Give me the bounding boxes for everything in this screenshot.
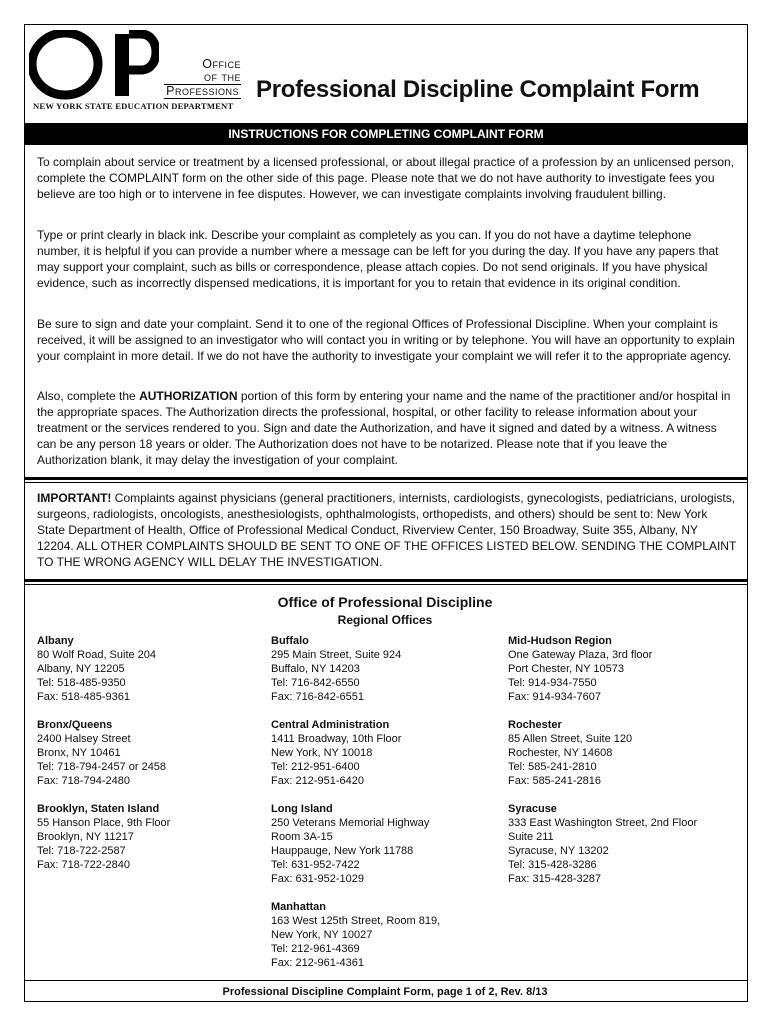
- office-buffalo: [271, 634, 440, 704]
- office-city-line: Hauppauge, New York 11788: [271, 845, 414, 857]
- p4-lead: Also, complete the: [37, 389, 140, 403]
- office-address-line: 55 Hanson Place, 9th Floor: [37, 817, 171, 829]
- office-tel: Tel: 718-794-2457 or 2458: [37, 761, 167, 773]
- offices-column-1: [37, 634, 170, 886]
- logo-line-professions: Professions: [166, 84, 239, 98]
- office-fax: Fax: 518-485-9361: [37, 691, 130, 703]
- office-address-line: 2400 Halsey Street: [37, 733, 131, 745]
- logo-line-of-the: of the: [204, 70, 241, 84]
- office-city-line: Brooklyn, NY 11217: [37, 831, 134, 843]
- office-tel: Tel: 212-951-6400: [271, 761, 360, 773]
- important-text: Complaints against physicians (general practitioners, internists, cardiologists, gynecologists, pediatricians, urologists, surgeons, radiologists, oncologists, anesthesiologists, ophthalmologists, orthopedists, and others) should be sent to: New York State Department of Health, Office of Professional Medical Conduct, Riverview Center, 150 Broadway, Suite 355, Albany, NY 12204. ALL OTHER COMPLAINTS SHOULD BE SENT TO ONE OF THE OFFICES LISTED BELOW. SENDING THE COMPLAINT TO THE WRONG AGENCY WILL DELAY THE INVESTIGATION.: [37, 491, 737, 569]
- instructions-heading: INSTRUCTIONS FOR COMPLETING COMPLAINT FORM: [25, 123, 747, 145]
- office-fax: Fax: 631-952-1029: [271, 873, 364, 885]
- page-footer: Professional Discipline Complaint Form, page 1 of 2, Rev. 8/13: [222, 986, 548, 998]
- office-fax: Fax: 718-722-2840: [37, 859, 130, 871]
- office-name: Central Administration: [271, 719, 390, 731]
- office-tel: Tel: 914-934-7550: [508, 677, 597, 689]
- office-tel: Tel: 315-428-3286: [508, 859, 597, 871]
- office-name: Albany: [37, 635, 74, 647]
- office-name: Buffalo: [271, 635, 309, 647]
- office-city-line: Buffalo, NY 14203: [271, 663, 360, 675]
- office-city-line: Syracuse, NY 13202: [508, 845, 609, 857]
- office-fax: Fax: 914-934-7607: [508, 691, 601, 703]
- office-tel: Tel: 212-961-4369: [271, 943, 360, 955]
- office-address-line: 85 Allen Street, Suite 120: [508, 733, 633, 745]
- footer-divider: [25, 980, 747, 981]
- office-address-line: 295 Main Street, Suite 924: [271, 649, 402, 661]
- office-name: Rochester: [508, 719, 562, 731]
- form-title: Professional Discipline Complaint Form: [256, 76, 700, 103]
- office-rochester: [508, 718, 697, 788]
- office-tel: Tel: 518-485-9350: [37, 677, 126, 689]
- office-fax: Fax: 212-961-4361: [271, 957, 364, 969]
- office-tel: Tel: 585-241-2810: [508, 761, 597, 773]
- office-mid-hudson-region: [508, 634, 697, 704]
- office-name: Manhattan: [271, 901, 326, 913]
- office-central-administration: [271, 718, 440, 788]
- separator-top: [25, 477, 747, 483]
- office-fax: Fax: 585-241-2816: [508, 775, 601, 787]
- office-address-line: One Gateway Plaza, 3rd floor: [508, 649, 653, 661]
- instructions-paragraph-2: Type or print clearly in black ink. Describe your complaint as completely as you can. If you do not have a daytime telephone number, it is helpful if you can provide a number where a message can be left for you during the day. If you have any papers that may support your complaint, such as bills or correspondence, please attach copies. Do not send originals. If you have physical evidence, such as incorrectly dispensed medications, it is important for you to retain that evidence in its original condition.: [37, 228, 719, 290]
- office-fax: Fax: 315-428-3287: [508, 873, 601, 885]
- separator-bottom: [25, 579, 747, 585]
- op-logo: [29, 30, 247, 112]
- office-address-line: 80 Wolf Road, Suite 204: [37, 649, 157, 661]
- logo-department: NEW YORK STATE EDUCATION DEPARTMENT: [33, 101, 234, 111]
- office-fax: Fax: 212-951-6420: [271, 775, 364, 787]
- office-city-line: Port Chester, NY 10573: [508, 663, 624, 675]
- office-address-line: 1411 Broadway, 10th Floor: [271, 733, 402, 745]
- office-tel: Tel: 716-842-6550: [271, 677, 360, 689]
- op-logo-mark: [29, 30, 159, 102]
- office-address-line: 250 Veterans Memorial Highway: [271, 817, 430, 829]
- office-name: Mid-Hudson Region: [508, 635, 612, 647]
- office-room-line: Room 3A-15: [271, 831, 333, 843]
- office-fax: Fax: 718-794-2480: [37, 775, 130, 787]
- office-name: Brooklyn, Staten Island: [37, 803, 160, 815]
- p4-rest: portion of this form by entering your name and the name of the practitioner and/or hospital in the appropriate spaces. The Authorization directs the professional, hospital, or other facility to release information about your treatment or the services rendered to you. Sign and date the Authorization, and have it signed and dated by a witness. A witness can be any person 18 years or older. The Authorization does not have to be notarized. Please note that if you leave the Authorization blank, it may delay the investigation of your complaint.: [37, 389, 731, 467]
- office-tel: Tel: 631-952-7422: [271, 859, 360, 871]
- office-city-line: New York, NY 10027: [271, 929, 373, 941]
- office-manhattan: [271, 900, 440, 970]
- office-albany: [37, 634, 170, 704]
- office-name: Syracuse: [508, 803, 557, 815]
- office-fax: Fax: 716-842-6551: [271, 691, 364, 703]
- offices-subtitle: Regional Offices: [337, 613, 433, 627]
- offices-column-3: [508, 634, 697, 900]
- instructions-paragraph-3: Be sure to sign and date your complaint. Send it to one of the regional Offices of Professional Discipline. When your complaint is received, it will be assigned to an investigator who will contact you in writing or by telephone. You will have an opportunity to explain your complaint in more detail. If we do not have the authority to investigate your complaint we will refer it to the appropriate agency.: [37, 317, 735, 363]
- logo-line-office: Office: [202, 57, 241, 71]
- important-label: IMPORTANT!: [37, 491, 112, 505]
- authorization-emphasis: AUTHORIZATION: [139, 389, 238, 403]
- office-city-line: Albany, NY 12205: [37, 663, 125, 675]
- instructions-paragraph-1: To complain about service or treatment by a licensed professional, or about illegal practice of a profession by an unlicensed person, complete the COMPLAINT form on the other side of this page. Please note that we do not have authority to investigate fees you believe are too high or to intervene in fee disputes. However, we can investigate complaints involving fraudulent billing.: [37, 155, 735, 201]
- office-address-line: 333 East Washington Street, 2nd Floor: [508, 817, 698, 829]
- offices-column-2: [271, 634, 440, 984]
- office-syracuse: [508, 802, 697, 886]
- office-city-line: New York, NY 10018: [271, 747, 373, 759]
- office-suite-line: Suite 211: [508, 831, 554, 843]
- office-city-line: Bronx, NY 10461: [37, 747, 121, 759]
- office-long-island: [271, 802, 440, 886]
- important-notice: [37, 490, 737, 570]
- offices-title: Office of Professional Discipline: [277, 594, 493, 610]
- office-tel: Tel: 718-722-2587: [37, 845, 126, 857]
- office-city-line: Rochester, NY 14608: [508, 747, 613, 759]
- instructions-paragraph-4: [37, 388, 737, 468]
- office-bronx-queens: [37, 718, 170, 788]
- office-name: Bronx/Queens: [37, 719, 113, 731]
- office-brooklyn-staten-island: [37, 802, 170, 872]
- office-address-line: 163 West 125th Street, Room 819,: [271, 915, 441, 927]
- office-name: Long Island: [271, 803, 333, 815]
